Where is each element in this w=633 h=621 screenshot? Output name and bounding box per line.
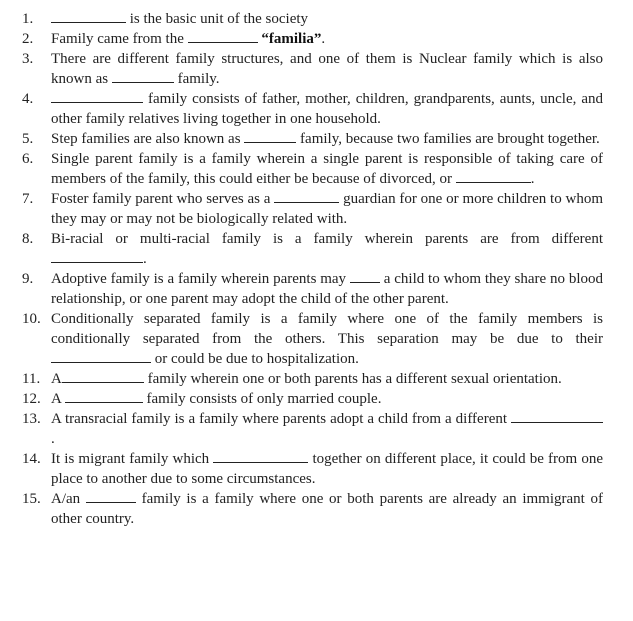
question-text: guardian for one or more children to whom they may or may not be biologically related with. <box>51 191 604 227</box>
fill-in-the-blank-list <box>0 9 633 529</box>
question-item <box>0 29 603 49</box>
answer-blank[interactable] <box>213 450 308 463</box>
question-text: Conditionally separated family is a family where one of the family members is conditionally separated from the others. This separation may be due to their <box>51 311 603 347</box>
question-text: a child to whom they share no blood relationship, or one parent may adopt the child of the other parent. <box>51 271 604 307</box>
question-text: . <box>321 31 326 47</box>
question-number: 6. <box>22 151 34 167</box>
question-text: family consists of only married couple. <box>146 391 382 407</box>
question-item <box>0 369 603 389</box>
question-item <box>0 449 603 489</box>
answer-blank[interactable] <box>65 390 143 403</box>
answer-blank[interactable] <box>274 190 339 203</box>
question-item <box>0 49 603 89</box>
question-text: Family came from the <box>51 31 184 47</box>
question-item <box>0 489 603 529</box>
answer-blank[interactable] <box>86 490 136 503</box>
answer-blank[interactable] <box>62 370 144 383</box>
question-text: Foster family parent who serves as a <box>51 191 271 207</box>
question-text: together on different place, it could be from one place to another due to some circumstances. <box>51 451 604 487</box>
answer-blank[interactable] <box>112 70 174 83</box>
question-text: A <box>51 391 62 407</box>
question-text: Bi-racial or multi-racial family is a family wherein parents are from different <box>51 231 603 247</box>
answer-blank[interactable] <box>51 350 151 363</box>
answer-blank[interactable] <box>511 410 603 423</box>
question-text: A transracial family is a family where parents adopt a child from a different <box>51 411 508 427</box>
question-text: A <box>51 371 62 387</box>
question-text: or could be due to hospitalization. <box>154 351 359 367</box>
question-number: 9. <box>22 271 34 287</box>
question-item <box>0 269 603 309</box>
question-item <box>0 229 603 269</box>
question-number: 8. <box>22 231 34 247</box>
question-number: 10. <box>22 311 41 327</box>
question-text: family wherein one or both parents has a different sexual orientation. <box>147 371 562 387</box>
question-number: 1. <box>22 11 34 27</box>
question-item <box>0 389 603 409</box>
question-text: Single parent family is a family wherein a single parent is responsible of taking care of members of the family, this could either be because of divorced, or <box>51 151 603 187</box>
question-item <box>0 309 603 369</box>
bold-term: “familia” <box>261 31 322 47</box>
question-text: It is migrant family which <box>51 451 210 467</box>
answer-blank[interactable] <box>456 170 531 183</box>
question-item <box>0 149 603 189</box>
answer-blank[interactable] <box>51 250 143 263</box>
question-text: family, because two families are brought together. <box>300 131 600 147</box>
question-text: . <box>143 251 147 267</box>
answer-blank[interactable] <box>51 10 126 23</box>
question-text: family is a family where one or both parents are already an immigrant of other country. <box>51 491 604 527</box>
question-item <box>0 9 603 29</box>
answer-blank[interactable] <box>188 30 258 43</box>
question-text: . <box>530 171 535 187</box>
question-text: Adoptive family is a family wherein parents may <box>51 271 347 287</box>
question-number: 14. <box>22 451 41 467</box>
question-number: 4. <box>22 91 34 107</box>
question-text: family. <box>177 71 220 87</box>
question-number: 2. <box>22 31 34 47</box>
question-item <box>0 89 603 129</box>
answer-blank[interactable] <box>51 90 143 103</box>
question-number: 7. <box>22 191 34 207</box>
question-number: 5. <box>22 131 34 147</box>
answer-blank[interactable] <box>244 130 296 143</box>
question-text: A/an <box>51 491 81 507</box>
question-number: 12. <box>22 391 41 407</box>
question-text: family consists of father, mother, children, grandparents, aunts, uncle, and other family relatives living together in one household. <box>51 91 603 127</box>
question-number: 3. <box>22 51 34 67</box>
question-number: 13. <box>22 411 41 427</box>
answer-blank[interactable] <box>350 270 380 283</box>
question-text: There are different family structures, and one of them is Nuclear family which is also known as <box>51 51 603 87</box>
question-number: 11. <box>22 371 41 387</box>
question-item <box>0 129 603 149</box>
question-text: . <box>51 431 55 447</box>
question-number: 15. <box>22 491 41 507</box>
question-text: Step families are also known as <box>51 131 241 147</box>
question-text: is the basic unit of the society <box>129 11 309 27</box>
question-item <box>0 409 603 449</box>
question-item <box>0 189 603 229</box>
